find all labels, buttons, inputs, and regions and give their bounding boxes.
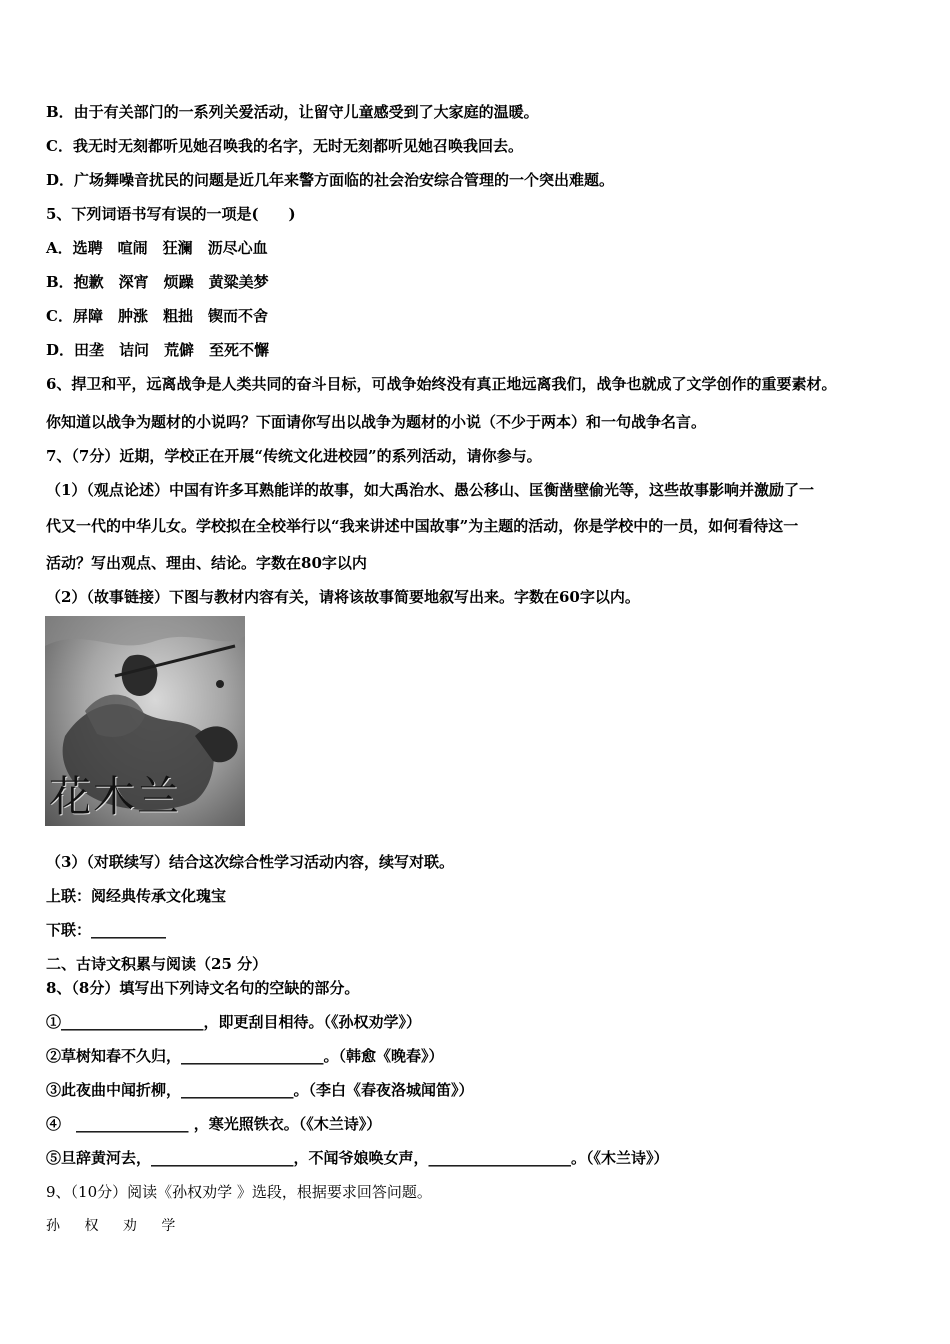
question-7-part-1-line-3: 活动？写出观点、理由、结论。字数在80字以内 [46,554,367,572]
option-c-sentence: C．我无时无刻都听见她召唤我的名字，无时无刻都听见她召唤我回去。 [46,137,523,155]
poem-blank-1: ①___________________，即更刮目相待。（《孙权劝学》） [46,1013,422,1031]
poem-blank-4: ④ _______________ ，寒光照铁衣。（《木兰诗》） [46,1115,382,1133]
poem-blank-3: ③此夜曲中闻折柳，_______________。（李白《春夜洛城闻笛》） [46,1081,474,1099]
reading-title: 孙 权 劝 学 [46,1218,186,1234]
section-2-heading: 二、古诗文积累与阅读（25 分） [46,955,268,973]
question-5-option-a: A．选聘 喧闹 狂澜 沥尽心血 [46,239,268,257]
question-5-option-d: D．田垄 诘问 荒僻 至死不懈 [46,341,270,359]
question-5-option-c: C．屏障 肿涨 粗拙 锲而不舍 [46,307,268,325]
couplet-first-line: 上联：阅经典传承文化瑰宝 [46,887,227,905]
question-6-line-2: 你知道以战争为题材的小说吗？下面请你写出以战争为题材的小说（不少于两本）和一句战争名言。 [46,413,707,431]
question-7-part-3: （3）（对联续写）结合这次综合性学习活动内容，续写对联。 [46,853,454,871]
poem-blank-5: ⑤旦辞黄河去，___________________，不闻爷娘唤女声，___________________。（《木兰诗》） [46,1149,669,1167]
question-7-stem: 7、（7分）近期，学校正在开展“传统文化进校园”的系列活动，请你参与。 [46,447,542,465]
option-b-sentence: B．由于有关部门的一系列关爱活动，让留守儿童感受到了大家庭的温暖。 [46,103,539,121]
question-9-stem: 9、（10分）阅读《孙权劝学 》选段，根据要求回答问题。 [46,1183,432,1201]
question-5-stem: 5、下列词语书写有误的一项是( ) [46,205,296,223]
figure-caption: 花木兰 [49,772,182,821]
question-7-part-1-line-1: （1）（观点论述）中国有许多耳熟能详的故事，如大禹治水、愚公移山、匡衡凿壁偷光等，这些故事影响并激励了一 [46,481,814,499]
question-5-option-b: B．抱歉 深宵 烦躁 黄粱美梦 [46,273,269,291]
question-7-part-2: （2）（故事链接）下图与教材内容有关，请将该故事简要地叙写出来。字数在60字以内。 [46,588,640,606]
poem-blank-2: ②草树知春不久归，___________________。（韩愈《晚春》） [46,1047,444,1065]
couplet-second-line: 下联：__________ [46,921,167,939]
question-7-part-1-line-2: 代又一代的中华儿女。学校拟在全校举行以“我来讲述中国故事”为主题的活动，你是学校中的一员，如何看待这一 [46,517,799,535]
mulan-illustration [45,616,245,826]
option-d-sentence: D．广场舞噪音扰民的问题是近几年来警方面临的社会治安综合管理的一个突出难题。 [46,171,615,189]
question-6-line-1: 6、捍卫和平，远离战争是人类共同的奋斗目标，可战争始终没有真正地远离我们，战争也就成了文学创作的重要素材。 [46,375,837,393]
question-8-stem: 8、（8分）填写出下列诗文名句的空缺的部分。 [46,979,360,997]
